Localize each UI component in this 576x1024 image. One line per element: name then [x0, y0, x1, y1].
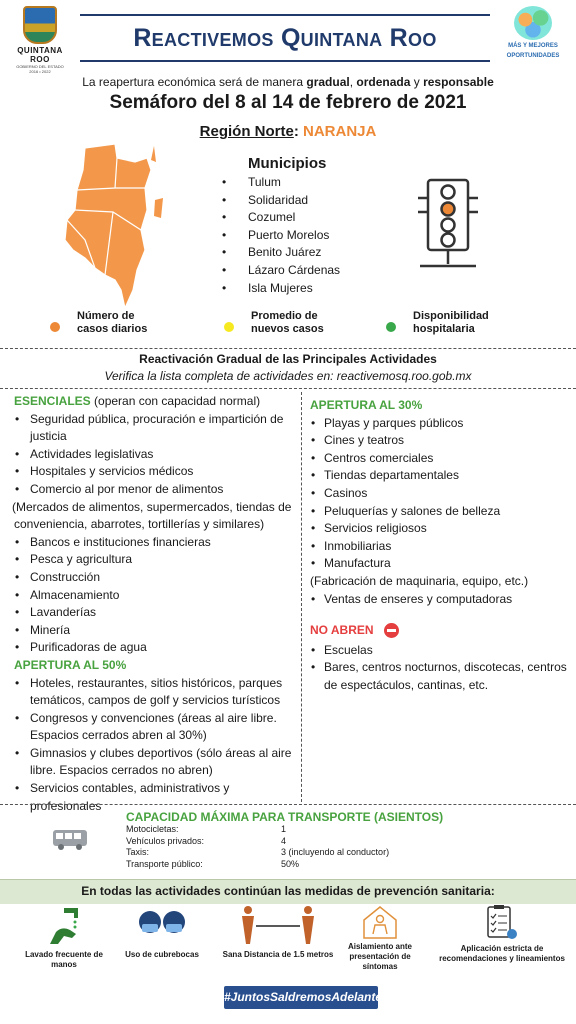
list-item: • Escuelas: [310, 642, 572, 660]
table-row: Motocicletas: 1: [126, 824, 287, 834]
list-item: • Seguridad pública, procuración e impartición de justicia: [14, 411, 298, 446]
logo-line3: 2016 • 2022: [29, 69, 51, 74]
list-item: • Peluquerías y salones de belleza: [310, 503, 572, 521]
list-item: • Lázaro Cárdenas: [222, 262, 340, 280]
transporte-title: CAPACIDAD MÁXIMA PARA TRANSPORTE (ASIENTOS): [126, 810, 444, 824]
apertura50-heading: APERTURA AL 50%: [14, 657, 127, 672]
list-item: • Almacenamiento: [14, 587, 298, 605]
noabren-heading: NO ABREN: [310, 622, 572, 640]
bus-icon: [52, 828, 88, 852]
handwash-icon: [42, 906, 86, 946]
list-item: • Comercio al por menor de alimentos: [14, 481, 298, 499]
oportunidades-logo: [496, 6, 570, 70]
activities-subtitle: Verifica la lista completa de actividades en: reactivemosq.roo.gob.mx: [104, 369, 472, 383]
esenciales-list-b: [14, 534, 298, 657]
green-dot-icon: [386, 322, 396, 332]
region-color: NARANJA: [303, 123, 377, 140]
no-entry-icon: [384, 623, 399, 638]
legend-disponibilidad: Disponibilidad hospitalaria: [386, 310, 503, 336]
list-item: • Actividades legislativas: [14, 446, 298, 464]
apertura30-note: (Fabricación de maquinaria, equipo, etc.): [310, 573, 529, 588]
region-map: [55, 140, 175, 310]
list-item: • Congresos y convenciones (áreas al aire libre. Espacios cerrados abren al 30%): [14, 710, 298, 745]
list-item: • Bares, centros nocturnos, discotecas, centros de espectáculos, cantinas, etc.: [310, 659, 572, 694]
list-item: • Tulum: [222, 174, 340, 192]
measure-cubrebocas: Uso de cubrebocas: [112, 904, 212, 946]
list-item: • Hoteles, restaurantes, sitios históricos, parques temáticos, campos de golf y servicios turísticos: [14, 675, 298, 710]
list-item: • Cozumel: [222, 209, 340, 227]
list-item: • Inmobiliarias: [310, 538, 572, 556]
measure-aislamiento: Aislamiento ante presentación de síntomas: [340, 904, 420, 940]
apertura50-list: [14, 675, 298, 816]
state-shield-icon: [23, 6, 57, 44]
activities-title: Reactivación Gradual de las Principales Actividades: [139, 352, 437, 366]
list-item: • Gimnasios y clubes deportivos (sólo áreas al aire libre. Espacios cerrados no abren): [14, 745, 298, 780]
intro-text: La reapertura económica será de manera gradual, ordenada y responsable: [82, 75, 494, 89]
title-banner: [80, 14, 490, 62]
measure-sana-distancia: Sana Distancia de 1.5 metros: [222, 904, 334, 946]
yellow-dot-icon: [224, 322, 234, 332]
list-item: • Ventas de enseres y computadoras: [310, 591, 572, 609]
measure-lineamientos: Aplicación estricta de recomendaciones y lineamientos: [432, 904, 572, 942]
list-item: • Construcción: [14, 569, 298, 587]
list-item: • Servicios religiosos: [310, 520, 572, 538]
list-item: • Pesca y agricultura: [14, 551, 298, 569]
list-item: • Purificadoras de agua: [14, 639, 298, 657]
prevencion-title: En todas las actividades continúan las medidas de prevención sanitaria:: [81, 884, 495, 898]
list-item: • Hospitales y servicios médicos: [14, 463, 298, 481]
hashtag-badge: #JuntosSaldremosAdelante: [224, 986, 378, 1009]
list-item: • Isla Mujeres: [222, 280, 340, 298]
esenciales-list-a: [14, 411, 298, 499]
list-item: • Casinos: [310, 485, 572, 503]
column-divider: [301, 392, 302, 802]
divider: [0, 388, 576, 389]
list-item: • Lavanderías: [14, 604, 298, 622]
table-row: Taxis: 3 (incluyendo al conductor): [126, 847, 390, 857]
list-item: • Tiendas departamentales: [310, 467, 572, 485]
list-item: • Puerto Morelos: [222, 227, 340, 245]
list-item: • Playas y parques públicos: [310, 415, 572, 433]
apertura30-list-a: [310, 415, 572, 573]
checklist-icon: [484, 904, 520, 942]
esenciales-heading: ESENCIALES (operan con capacidad normal): [14, 394, 261, 408]
tree-icon: [514, 6, 552, 40]
legend-casos-diarios: Número de casos diarios: [50, 310, 167, 336]
esenciales-note: (Mercados de alimentos, supermercados, tiendas de conveniencia, abarrotes, tortillerías y similares): [12, 499, 292, 532]
divider: [0, 804, 576, 805]
table-row: Transporte público: 50%: [126, 858, 300, 869]
right-column: [310, 397, 572, 695]
list-item: • Benito Juárez: [222, 244, 340, 262]
region-line: Región Norte: NARANJA: [199, 123, 377, 140]
logo-line1: QUINTANA ROO: [17, 46, 63, 64]
social-distance-icon: [236, 904, 320, 946]
left-column: [14, 393, 298, 815]
list-item: • Minería: [14, 622, 298, 640]
legend-promedio-casos: Promedio de nuevos casos: [224, 310, 341, 336]
logo-right-line2: OPORTUNIDADES: [506, 53, 560, 59]
orange-dot-icon: [50, 322, 60, 332]
logo-right-line1: MÁS Y MEJORES: [508, 43, 558, 49]
list-item: • Manufactura: [310, 555, 572, 573]
face-mask-icon: [136, 906, 188, 946]
page-title: Reactivemos Quintana Roo: [133, 23, 437, 52]
logo-line2: GOBIERNO DEL ESTADO: [16, 64, 64, 69]
list-item: • Centros comerciales: [310, 450, 572, 468]
apertura30-heading: APERTURA AL 30%: [310, 398, 423, 412]
quintana-roo-logo: [8, 6, 72, 74]
list-item: • Solidaridad: [222, 192, 340, 210]
noabren-list: [310, 642, 572, 695]
home-isolation-icon: [360, 904, 400, 940]
table-row: Vehículos privados: 4: [126, 835, 287, 846]
region-label: Región Norte: [199, 123, 294, 140]
list-item: • Servicios contables, administrativos y profesionales: [14, 780, 298, 815]
municipios-list: [222, 174, 340, 297]
apertura30-list-b: [310, 591, 572, 609]
transporte-table: [126, 824, 389, 870]
municipios-title: Municipios: [248, 155, 327, 172]
measure-handwash: Lavado frecuente de manos: [18, 904, 110, 946]
list-item: • Cines y teatros: [310, 432, 572, 450]
list-item: • Bancos e instituciones financieras: [14, 534, 298, 552]
divider: [0, 348, 576, 349]
semaforo-heading: Semáforo del 8 al 14 de febrero de 2021: [109, 92, 467, 113]
traffic-light-icon: [414, 178, 482, 270]
